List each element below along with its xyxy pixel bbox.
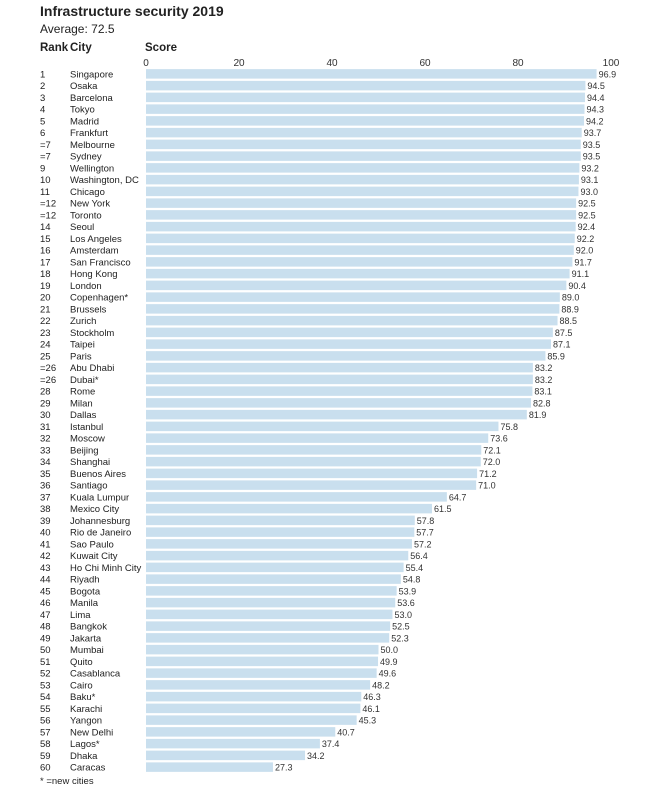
bar [146,163,579,173]
rank-label: 23 [40,327,51,339]
rank-column-header: Rank [40,42,69,54]
rank-label: 37 [40,492,51,504]
value-label: 27.3 [274,762,293,773]
rank-label: 53 [40,680,51,692]
city-label: Ho Chi Minh City [70,562,142,574]
x-tick-label: 100 [602,58,620,69]
value-label: 46.3 [363,692,381,703]
bar [146,81,585,91]
value-label: 94.5 [587,81,605,92]
value-label: 94.2 [586,116,604,127]
city-label: Madrid [70,116,100,128]
bar [146,680,370,690]
rank-label: 11 [40,186,50,198]
rank-label: =7 [40,151,51,163]
bar [146,93,585,103]
value-label: 75.8 [500,421,519,432]
bar [146,751,305,761]
city-label: Bangkok [70,621,107,633]
bar [146,222,576,232]
rank-label: 32 [40,433,51,445]
city-label: London [70,280,102,292]
bar [146,715,357,725]
rank-label: 50 [40,645,51,657]
city-column-header: City [70,42,92,54]
rank-label: 43 [40,562,51,574]
city-label: Moscow [70,433,105,445]
value-label: 61.5 [433,504,452,515]
x-tick-label: 0 [143,58,149,69]
rank-label: 17 [40,257,51,269]
rank-label: 59 [40,750,51,762]
value-label: 73.6 [490,433,508,444]
rank-label: 28 [40,386,51,398]
rank-label: 15 [40,233,51,245]
rank-label: 47 [40,609,51,621]
city-label: Karachi [70,703,103,715]
value-label: 94.4 [586,92,605,103]
city-label: Taipei [70,339,95,351]
bar [146,316,558,326]
rank-label: 30 [40,410,51,422]
city-label: Caracas [70,762,106,774]
bar [146,516,415,526]
bar [146,398,531,408]
city-label: Lagos* [70,739,100,751]
value-label: 94.3 [586,104,605,115]
rank-label: 16 [40,245,51,257]
rank-label: =12 [40,198,57,210]
value-label: 91.7 [574,257,592,268]
city-label: Osaka [70,81,98,93]
bar [146,692,361,702]
city-label: Paris [70,351,92,363]
bar [146,469,477,479]
value-label: 92.5 [578,198,596,209]
bar [146,762,273,772]
chart-subtitle: Average: 72.5 [40,22,115,36]
value-label: 96.9 [598,69,617,80]
value-label: 88.9 [561,304,579,315]
city-label: Sao Paulo [70,539,114,551]
bar [146,633,389,643]
rank-label: 9 [40,163,46,175]
value-label: 57.8 [416,515,435,526]
bar [146,234,575,244]
bar [146,245,574,255]
bar [146,645,379,655]
value-label: 83.2 [534,363,553,374]
city-label: Stockholm [70,327,115,339]
rank-label: 54 [40,692,51,704]
value-label: 45.3 [358,715,377,726]
city-label: Bogota [70,586,101,598]
score-axis-header: Score [145,42,177,54]
bar [146,363,533,373]
bar [146,292,560,302]
rank-label: 4 [40,104,46,116]
bar [146,175,579,185]
rank-label: 1 [40,69,46,81]
x-tick-label: 20 [233,58,245,69]
bar [146,480,476,490]
city-label: Brussels [70,304,107,316]
city-label: Toronto [70,210,102,222]
city-label: Dallas [70,410,97,422]
rank-label: 44 [40,574,51,586]
rank-label: 20 [40,292,51,304]
city-label: New Delhi [70,727,114,739]
city-label: Casablanca [70,668,121,680]
rank-label: 55 [40,703,51,715]
rank-label: 45 [40,586,51,598]
city-label: Hong Kong [70,269,118,281]
city-label: Yangon [70,715,103,727]
value-label: 93.5 [582,151,601,162]
rank-label: 18 [40,269,51,281]
city-label: Chicago [70,186,105,198]
city-label: Mexico City [70,504,120,516]
value-label: 49.6 [378,668,397,679]
value-label: 87.1 [553,339,571,350]
rank-label: 52 [40,668,51,680]
value-label: 46.1 [362,703,380,714]
value-label: 92.0 [575,245,594,256]
bar [146,727,335,737]
value-label: 48.2 [372,680,390,691]
city-label: Santiago [70,480,108,492]
city-label: Los Angeles [70,233,122,245]
value-label: 87.5 [554,327,573,338]
bar [146,457,481,467]
bar [146,422,498,432]
value-label: 92.5 [578,210,596,221]
rank-label: 2 [40,81,46,93]
bar [146,410,527,420]
value-label: 57.2 [413,539,432,550]
value-label: 93.0 [580,186,598,197]
bar [146,563,404,573]
value-label: 90.4 [568,280,586,291]
bar [146,140,581,150]
value-label: 49.9 [380,656,398,667]
rank-label: 21 [40,304,51,316]
bar [146,116,584,126]
city-label: Buenos Aires [70,468,126,480]
rank-label: 5 [40,116,46,128]
value-label: 82.8 [533,398,551,409]
rank-label: 38 [40,504,51,516]
city-label: Istanbul [70,421,104,433]
rank-label: =26 [40,363,57,375]
rank-label: 24 [40,339,51,351]
city-label: Kuala Lumpur [70,492,130,504]
rank-label: 41 [40,539,51,551]
rank-label: 34 [40,457,51,469]
city-label: Melbourne [70,139,115,151]
city-label: Seoul [70,222,95,234]
rank-label: 22 [40,316,51,328]
bar [146,492,447,502]
bar [146,668,377,678]
city-label: Lima [70,609,91,621]
bar [146,610,392,620]
city-label: Abu Dhabi [70,363,115,375]
rank-label: 19 [40,280,51,292]
rank-label: 29 [40,398,51,410]
bar [146,151,581,161]
value-label: 89.0 [561,292,580,303]
rank-label: 42 [40,551,51,563]
bar [146,704,360,714]
bar [146,433,488,443]
value-label: 91.1 [571,269,590,280]
value-label: 40.7 [337,727,355,738]
value-label: 34.2 [307,750,325,761]
bar [146,739,320,749]
bar [146,551,408,561]
value-label: 53.0 [394,609,412,620]
x-tick-label: 80 [512,58,524,69]
value-label: 88.5 [559,316,578,327]
city-label: Singapore [70,69,114,81]
rank-label: 39 [40,515,51,527]
value-label: 52.5 [392,621,410,632]
value-label: 64.7 [448,492,467,503]
bar [146,187,578,197]
rank-label: 10 [40,175,51,187]
city-label: Baku* [70,692,96,704]
city-label: Wellington [70,163,115,175]
value-label: 83.1 [534,386,552,397]
city-label: Mumbai [70,645,104,657]
value-label: 54.8 [402,574,421,585]
city-label: Zurich [70,316,97,328]
value-label: 72.1 [483,445,501,456]
value-label: 57.7 [416,527,434,538]
city-label: Beijing [70,445,99,457]
city-label: Manila [70,598,98,610]
bar [146,445,481,455]
bar [146,527,414,537]
city-label: Frankfurt [70,128,109,140]
rank-label: 56 [40,715,51,727]
value-label: 71.2 [479,468,497,479]
value-label: 81.9 [528,410,547,421]
value-label: 52.3 [391,633,409,644]
city-label: San Francisco [70,257,131,269]
rank-label: 35 [40,468,51,480]
city-label: Cairo [70,680,93,692]
city-label: Rome [70,386,96,398]
value-label: 92.2 [576,233,595,244]
city-label: Quito [70,656,93,668]
bar [146,504,432,514]
city-label: Washington, DC [70,175,139,187]
value-label: 55.4 [405,562,424,573]
bar [146,339,551,349]
city-label: Copenhagen* [70,292,129,304]
bar [146,375,533,385]
bar [146,351,545,361]
rank-label: 40 [40,527,51,539]
city-label: Dhaka [70,750,98,762]
value-label: 56.4 [410,551,428,562]
city-label: Jakarta [70,633,102,645]
value-label: 53.6 [397,598,415,609]
value-label: 93.1 [580,175,599,186]
bar [146,598,395,608]
city-label: Rio de Janeiro [70,527,132,539]
value-label: 83.2 [534,374,553,385]
rank-label: 48 [40,621,51,633]
bar [146,539,412,549]
value-label: 71.0 [478,480,496,491]
city-label: Kuwait City [70,551,118,563]
rank-label: 46 [40,598,51,610]
value-label: 93.7 [583,128,602,139]
rank-label: 3 [40,92,46,104]
rank-label: 25 [40,351,51,363]
city-label: Shanghai [70,457,111,469]
chart-title: Infrastructure security 2019 [40,3,224,19]
bar [146,621,390,631]
footnote: * =new cities [40,776,94,787]
rank-label: =7 [40,139,51,151]
bar [146,281,566,291]
bar [146,328,553,338]
city-label: Riyadh [70,574,100,586]
bar [146,304,559,314]
bar [146,128,582,138]
bar [146,69,597,79]
city-label: Dubai* [70,374,99,386]
rank-label: 51 [40,656,51,668]
rank-label: 60 [40,762,51,774]
rank-label: 6 [40,128,46,140]
city-label: New York [70,198,111,210]
rank-label: 31 [40,421,51,433]
value-label: 37.4 [321,739,340,750]
bar [146,269,570,279]
city-label: Tokyo [70,104,95,116]
value-label: 50.0 [380,645,399,656]
bar [146,574,401,584]
city-label: Barcelona [70,92,113,104]
bar [146,257,572,267]
bar [146,198,576,208]
rank-label: 49 [40,633,51,645]
rank-label: =12 [40,210,57,222]
bar [146,657,378,667]
bar [146,386,532,396]
bar [146,586,397,596]
bar [146,104,584,114]
value-label: 72.0 [482,457,501,468]
x-tick-label: 40 [326,58,338,69]
rank-label: 58 [40,739,51,751]
rank-label: 14 [40,222,51,234]
city-label: Johannesburg [70,515,131,527]
value-label: 92.4 [577,222,596,233]
value-label: 85.9 [547,351,565,362]
rank-label: 57 [40,727,51,739]
rank-label: =26 [40,374,57,386]
city-label: Sydney [70,151,102,163]
city-label: Amsterdam [70,245,119,257]
rank-label: 36 [40,480,51,492]
bar [146,210,576,220]
x-tick-label: 60 [419,58,431,69]
value-label: 93.2 [581,163,599,174]
city-label: Milan [70,398,93,410]
value-label: 93.5 [582,139,601,150]
value-label: 53.9 [398,586,417,597]
rank-label: 33 [40,445,51,457]
